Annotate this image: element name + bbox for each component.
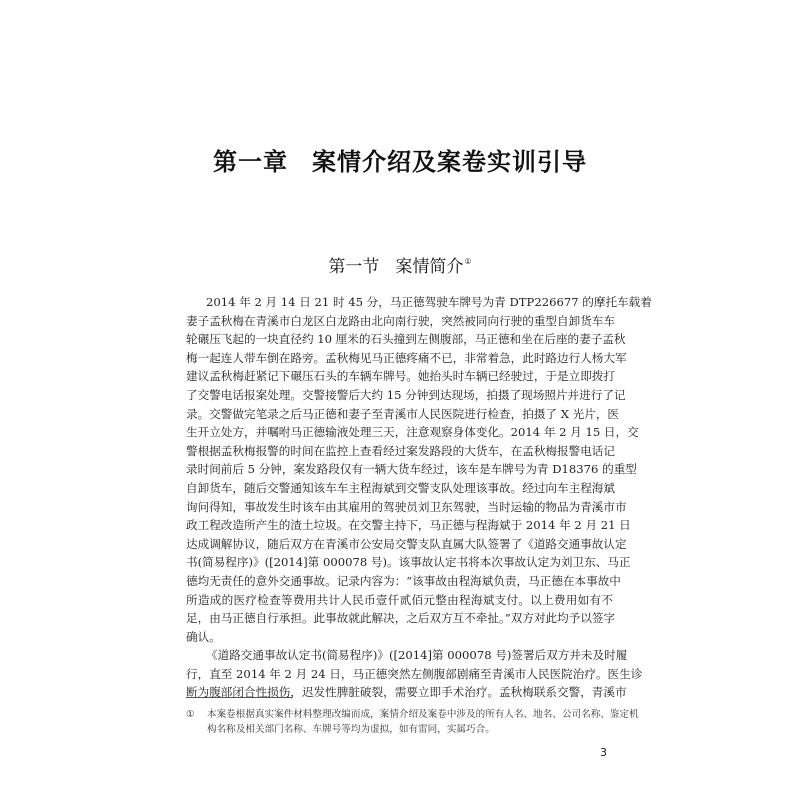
text-line: 轮碾压飞起的一块直径约 10 厘米的石头撞到左侧腹部，马正德和坐在后座的妻子孟秋 [186,332,626,347]
section-number: 第一节 [328,257,380,277]
text-line: 了交警电话报案处理。交警接警后大约 15 分钟到达现场，拍摄了现场照片并进行了记 [186,387,626,402]
footnote-line: 构名称及相关部门名称、车牌号等均为虚拟，如有雷同，实属巧合。 [207,724,495,735]
chapter-number: 第一章 [213,147,288,176]
section-title-text: 案情简介 [395,257,464,277]
footnote-line: 本案卷根据真实案件材料整理改编而成，案情介绍及案卷中涉及的所有人名、地名、公司名称、鉴定机 [207,709,639,720]
text-line: 书(简易程序)》([2014]第 000078 号)。该事故认定书将本次事故认定为刘卫东、马正 [186,555,631,570]
text-line: 自卸货车，随后交警通知该车车主程海斌到交警支队处理该事故。经过向车主程海斌 [186,480,615,495]
text-line: 梅一起连人带车倒在路旁。孟秋梅见马正德疼痛不已，非常着急，此时路边行人杨大军 [186,350,627,365]
paragraph-1 [186,293,652,646]
text-line: 德均无责任的意外交通事故。记录内容为：“该事故由程海斌负责，马正德在本事故中 [186,573,621,588]
text-line: 生开立处方，并嘱咐马正德输液处理三天，注意观察身体变化。2014 年 2 月 15 日，交 [186,425,639,440]
section-title [0,252,800,277]
text-line: 政工程改造所产生的渣土垃圾。在交警主持下，马正德与程海斌于 2014 年 2 月 21 日 [186,518,631,533]
text-line: 所造成的医疗检查等费用共计人民币壹仟贰佰元整由程海斌支付。以上费用如有不 [186,592,613,607]
chapter-title-text: 案情介绍及案卷实训引导 [312,147,587,176]
footnote-reference[interactable]: ① [464,257,472,266]
footnote-text [207,707,639,737]
text-line: 确认。 [186,629,221,644]
text-line: 行，直至 2014 年 2 月 24 日，马正德突然左侧腹部剧痛至青溪市人民医院治疗。医生诊 [186,666,643,681]
chapter-title [0,142,800,177]
footnote-divider [186,697,292,698]
text-line: 警根据孟秋梅报警的时间在监控上查看经过案发路段的大货车，在孟秋梅报警电话记 [186,443,615,458]
text-line: 录。交警做完笔录之后马正德和妻子至青溪市人民医院进行检查，拍摄了 X 光片，医 [186,406,620,421]
text-line: 足，由马正德自行承担。此事故就此解决，之后双方互不牵扯。”双方对此均予以签字 [186,611,616,626]
text-line: 断为腹部闭合性损伤，迟发性脾脏破裂，需要立即手术治疗。孟秋梅联系交警，青溪市 [186,685,627,700]
text-line: 妻子孟秋梅在青溪市白龙区白龙路由北向南行驶，突然被同向行驶的重型自卸货车车 [186,313,615,328]
text-line: 建议孟秋梅赶紧记下碾压石头的车辆车牌号。她抬头时车辆已经驶过，于是立即拨打 [186,369,615,384]
text-line: 2014 年 2 月 14 日 21 时 45 分，马正德驾驶车牌号为青 DTP226677 的摩托车载着 [206,295,652,309]
body-text [186,293,652,702]
page-number: 3 [600,746,607,759]
text-line: 询问得知，事故发生时该车由其雇用的驾驶员刘卫东驾驶，当时运输的物品为青溪市市 [186,499,627,514]
footnote-mark: ① [186,709,195,720]
text-line: 达成调解协议，随后双方在青溪市公安局交警支队直属大队签署了《道路交通事故认定 [186,536,627,551]
paragraph-2 [186,646,643,702]
text-line: 《道路交通事故认定书(简易程序)》([2014]第 000078 号)签署后双方并未及时履 [206,648,628,663]
text-line: 录时间前后 5 分钟，案发路段仅有一辆大货车经过，该车是车牌号为青 D18376 的重型 [186,462,637,477]
footnote [186,707,639,737]
